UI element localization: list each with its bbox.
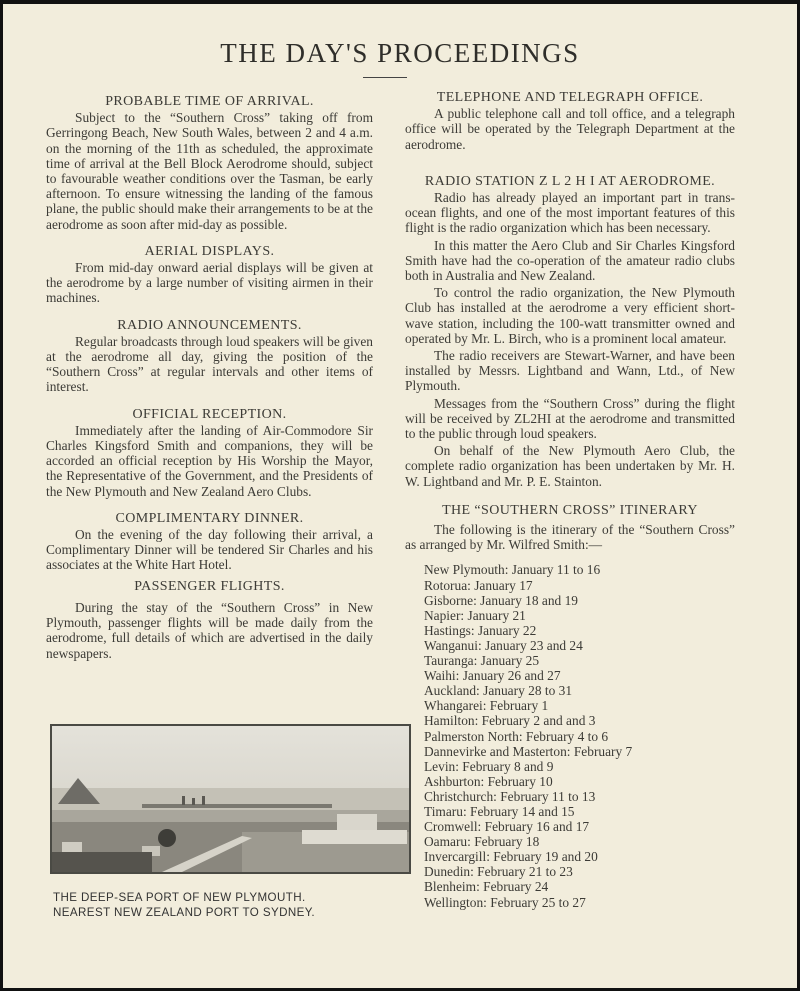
section-body: Regular broadcasts through loud speakers will be given at the aerodrome all day, giving the position of the “Southern Cross” at regular intervals and other items of interest. xyxy=(46,333,373,395)
section-heading: AERIAL DISPLAYS. xyxy=(144,243,275,259)
section-itinerary xyxy=(405,503,735,910)
itinerary-stop: Blenheim: February 24 xyxy=(424,879,549,895)
itinerary-stop: Ashburton: February 10 xyxy=(424,773,553,789)
harbour-photo-image xyxy=(52,726,409,872)
port-photograph xyxy=(50,724,411,874)
section-heading: RADIO STATION Z L 2 H I AT AERODROME. xyxy=(424,173,716,189)
section-body: A public telephone call and toll office, and a telegraph office will be operated by the Telegraph Department at the aerodrome. xyxy=(405,106,735,152)
itinerary-stop: Invercargill: February 19 and 20 xyxy=(424,849,598,865)
section-passenger-flights xyxy=(46,579,373,661)
section-body: On the evening of the day following their arrival, a Complimentary Dinner will be tendered Sir Charles and his associates at the White Hart Hotel. xyxy=(46,527,373,573)
itinerary-stop: Dannevirke and Masterton: February 7 xyxy=(424,743,633,759)
itinerary-stop: Timaru: February 14 and 15 xyxy=(424,803,575,819)
right-column xyxy=(405,90,735,922)
photo-caption-line-1: THE DEEP-SEA PORT OF NEW PLYMOUTH. xyxy=(53,891,306,904)
section-official-reception xyxy=(46,407,373,499)
left-column xyxy=(46,94,373,673)
section-heading: OFFICIAL RECEPTION. xyxy=(132,406,287,422)
itinerary-stop: Wellington: February 25 to 27 xyxy=(424,894,586,910)
section-heading: COMPLIMENTARY DINNER. xyxy=(115,510,304,526)
itinerary-stop: Christchurch: February 11 to 13 xyxy=(424,788,596,804)
itinerary-intro: The following is the itinerary of the “Southern Cross” as arranged by Mr. Wilfred Smith:— xyxy=(405,522,735,553)
itinerary-stop: Rotorua: January 17 xyxy=(424,577,533,593)
section-body: Immediately after the landing of Air-Commodore Sir Charles Kingsford Smith and companions, they will be accorded an official reception by His Worship the Mayor, the Representative of the Government, and the Presidents of the New Plymouth and New Zealand Aero Clubs. xyxy=(46,422,373,499)
radio-paragraph: On behalf of the New Plymouth Aero Club, the complete radio organization has been undertaken by Mr. H. W. Lightband and Mr. P. E. Stainton. xyxy=(405,443,735,489)
section-heading: THE “SOUTHERN CROSS” ITINERARY xyxy=(442,502,698,518)
section-complimentary-dinner xyxy=(46,511,373,573)
photo-caption xyxy=(53,890,315,920)
radio-paragraph: Radio has already played an important part in trans-ocean flights, and one of the most important features of this flight is the radio organization which has been necessary. xyxy=(405,190,735,236)
itinerary-stop: Cromwell: February 16 and 17 xyxy=(424,819,590,835)
section-arrival xyxy=(46,94,373,232)
radio-paragraph: The radio receivers are Stewart-Warner, and have been installed by Messrs. Lightband and Wann, Ltd., of New Plymouth. xyxy=(405,348,735,394)
section-aerial-displays xyxy=(46,244,373,306)
itinerary-stop: Napier: January 21 xyxy=(424,607,526,623)
section-heading: RADIO ANNOUNCEMENTS. xyxy=(117,317,302,333)
itinerary-stop: Palmerston North: February 4 to 6 xyxy=(424,728,609,744)
section-body: From mid-day onward aerial displays will be given at the aerodrome by a large number of visiting airmen in their machines. xyxy=(46,260,373,306)
itinerary-stop: Hamilton: February 2 and and 3 xyxy=(424,713,596,729)
itinerary-stop: Whangarei: February 1 xyxy=(424,698,549,714)
section-telephone xyxy=(405,90,735,152)
radio-paragraph: To control the radio organization, the New Plymouth Club has installed at the aerodrome a very efficient short-wave station, including the 100-watt transmitter owned and operated by Mr. L. Birch, who is a prominent local amateur. xyxy=(405,285,735,346)
document-page xyxy=(3,4,797,988)
section-radio-announcements xyxy=(46,318,373,395)
section-body: During the stay of the “Southern Cross” in New Plymouth, passenger flights will be made daily from the aerodrome, full details of which are advertised in the daily newspapers. xyxy=(46,599,373,661)
itinerary-stop: Auckland: January 28 to 31 xyxy=(424,683,573,699)
itinerary-stop: Gisborne: January 18 and 19 xyxy=(424,592,578,608)
section-heading: TELEPHONE AND TELEGRAPH OFFICE. xyxy=(436,90,704,105)
itinerary-stop: Levin: February 8 and 9 xyxy=(424,758,554,774)
section-heading: PASSENGER FLIGHTS. xyxy=(134,578,285,594)
section-heading: PROBABLE TIME OF ARRIVAL. xyxy=(105,94,314,109)
itinerary-stop: Oamaru: February 18 xyxy=(424,834,540,850)
itinerary-stop: Tauranga: January 25 xyxy=(424,653,540,669)
itinerary-list xyxy=(405,562,735,909)
section-body: Subject to the “Southern Cross” taking off from Gerringong Beach, New South Wales, between 2 and 4 a.m. on the morning of the 11th as scheduled, the approximate time of arrival at the Bell Block Aerodrome should, subject to favourable weather conditions over the Tasman, be early afternoon. To ensure witnessing the landing of the famous plane, the public should make their arrangements to be at the aerodrome as soon after mid-day as possible. xyxy=(46,110,373,232)
radio-paragraph: Messages from the “Southern Cross” during the flight will be received by ZL2HI at the aerodrome and transmitted to the public through loud speakers. xyxy=(405,395,735,442)
title-divider xyxy=(363,77,407,78)
section-radio-station xyxy=(405,174,735,489)
itinerary-stop: Wanganui: January 23 and 24 xyxy=(424,637,583,653)
itinerary-stop: Waihi: January 26 and 27 xyxy=(424,668,561,684)
photo-caption-line-2: NEAREST NEW ZEALAND PORT TO SYDNEY. xyxy=(53,906,316,919)
itinerary-stop: Dunedin: February 21 to 23 xyxy=(424,864,573,880)
itinerary-stop: New Plymouth: January 11 to 16 xyxy=(424,562,601,578)
itinerary-stop: Hastings: January 22 xyxy=(424,622,537,638)
radio-paragraph: In this matter the Aero Club and Sir Charles Kingsford Smith have had the co-operation of the amateur radio clubs both in Australia and New Zealand. xyxy=(405,237,735,284)
page-title: THE DAY'S PROCEEDINGS xyxy=(220,38,580,68)
